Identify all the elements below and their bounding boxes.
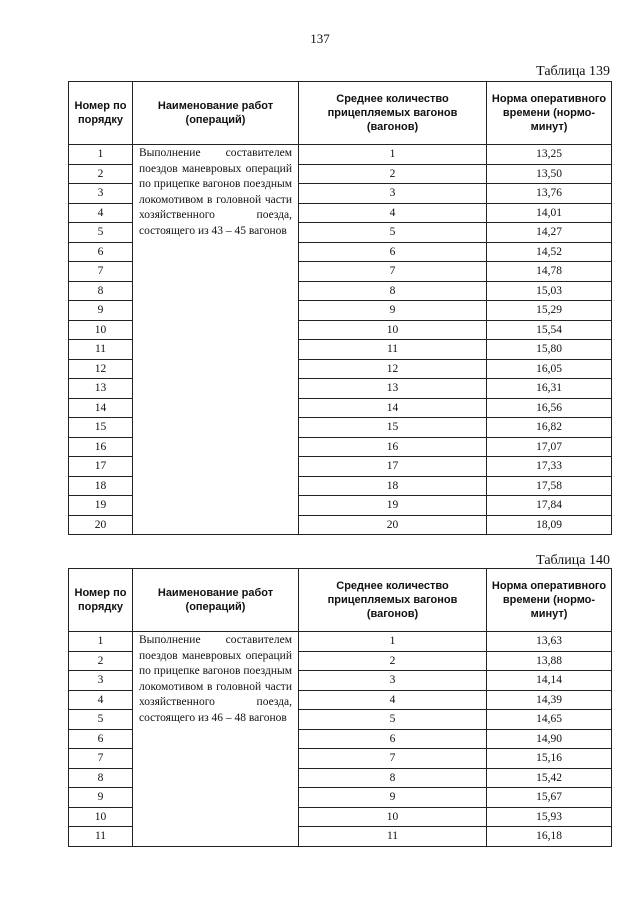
wagon-count-cell: 5 — [299, 710, 487, 730]
wagon-count-cell: 11 — [299, 827, 487, 847]
wagon-count-cell: 12 — [299, 359, 487, 379]
norm-time-cell: 16,31 — [487, 379, 612, 399]
table-row — [69, 632, 612, 652]
norm-table-139 — [68, 81, 612, 535]
norm-time-cell: 17,84 — [487, 496, 612, 516]
wagon-count-cell: 20 — [299, 515, 487, 535]
wagon-count-cell: 11 — [299, 340, 487, 360]
wagon-count-cell: 5 — [299, 223, 487, 243]
row-number-cell: 2 — [69, 164, 133, 184]
table-header-row — [69, 82, 612, 145]
row-number-cell: 1 — [69, 145, 133, 165]
table-body — [69, 145, 612, 535]
wagon-count-cell: 17 — [299, 457, 487, 477]
norm-time-cell: 16,18 — [487, 827, 612, 847]
row-number-cell: 3 — [69, 671, 133, 691]
norm-time-cell: 18,09 — [487, 515, 612, 535]
row-number-cell: 5 — [69, 223, 133, 243]
norm-time-cell: 13,88 — [487, 651, 612, 671]
wagon-count-cell: 9 — [299, 788, 487, 808]
header-norm: Норма оперативного времени (нормо-минут) — [487, 82, 612, 145]
norm-time-cell: 14,78 — [487, 262, 612, 282]
row-number-cell: 20 — [69, 515, 133, 535]
table-row — [69, 145, 612, 165]
norm-time-cell: 14,01 — [487, 203, 612, 223]
row-number-cell: 7 — [69, 749, 133, 769]
row-number-cell: 13 — [69, 379, 133, 399]
wagon-count-cell: 4 — [299, 690, 487, 710]
norm-time-cell: 13,25 — [487, 145, 612, 165]
norm-time-cell: 14,39 — [487, 690, 612, 710]
norm-time-cell: 15,67 — [487, 788, 612, 808]
table-body — [69, 632, 612, 847]
wagon-count-cell: 10 — [299, 320, 487, 340]
row-number-cell: 16 — [69, 437, 133, 457]
norm-time-cell: 15,16 — [487, 749, 612, 769]
table-header-row — [69, 569, 612, 632]
norm-time-cell: 13,50 — [487, 164, 612, 184]
norm-time-cell: 15,29 — [487, 301, 612, 321]
wagon-count-cell: 3 — [299, 184, 487, 204]
wagon-count-cell: 4 — [299, 203, 487, 223]
wagon-count-cell: 14 — [299, 398, 487, 418]
header-number: Номер по порядку — [69, 82, 133, 145]
row-number-cell: 11 — [69, 827, 133, 847]
norm-time-cell: 14,65 — [487, 710, 612, 730]
norm-time-cell: 16,82 — [487, 418, 612, 438]
work-description-cell: Выполнение составителем поездов маневровых операций по прицепке вагонов поездным локомотивом в головной части хозяйственного поезда, состоящего из 43 – 45 вагонов — [133, 145, 299, 535]
header-wagons: Среднее количество прицепляемых вагонов (вагонов) — [299, 569, 487, 632]
wagon-count-cell: 1 — [299, 632, 487, 652]
header-wagons: Среднее количество прицепляемых вагонов (вагонов) — [299, 82, 487, 145]
norm-time-cell: 15,54 — [487, 320, 612, 340]
norm-time-cell: 17,07 — [487, 437, 612, 457]
row-number-cell: 18 — [69, 476, 133, 496]
row-number-cell: 4 — [69, 203, 133, 223]
table-caption-139: Таблица 139 — [536, 64, 610, 79]
norm-time-cell: 17,58 — [487, 476, 612, 496]
row-number-cell: 3 — [69, 184, 133, 204]
wagon-count-cell: 15 — [299, 418, 487, 438]
wagon-count-cell: 1 — [299, 145, 487, 165]
page-number: 137 — [310, 31, 330, 46]
norm-time-cell: 14,27 — [487, 223, 612, 243]
norm-time-cell: 15,03 — [487, 281, 612, 301]
work-description-cell: Выполнение составителем поездов маневровых операций по прицепке вагонов поездным локомотивом в головной части хозяйственного поезда, состоящего из 46 – 48 вагонов — [133, 632, 299, 847]
row-number-cell: 6 — [69, 242, 133, 262]
header-norm: Норма оперативного времени (нормо-минут) — [487, 569, 612, 632]
norm-time-cell: 15,80 — [487, 340, 612, 360]
row-number-cell: 2 — [69, 651, 133, 671]
row-number-cell: 7 — [69, 262, 133, 282]
norm-time-cell: 16,05 — [487, 359, 612, 379]
norm-time-cell: 15,93 — [487, 807, 612, 827]
row-number-cell: 12 — [69, 359, 133, 379]
row-number-cell: 4 — [69, 690, 133, 710]
norm-time-cell: 16,56 — [487, 398, 612, 418]
row-number-cell: 17 — [69, 457, 133, 477]
wagon-count-cell: 6 — [299, 729, 487, 749]
row-number-cell: 6 — [69, 729, 133, 749]
wagon-count-cell: 8 — [299, 768, 487, 788]
row-number-cell: 1 — [69, 632, 133, 652]
header-number: Номер по порядку — [69, 569, 133, 632]
wagon-count-cell: 2 — [299, 164, 487, 184]
norm-time-cell: 15,42 — [487, 768, 612, 788]
norm-time-cell: 13,76 — [487, 184, 612, 204]
row-number-cell: 8 — [69, 768, 133, 788]
row-number-cell: 8 — [69, 281, 133, 301]
row-number-cell: 11 — [69, 340, 133, 360]
row-number-cell: 10 — [69, 807, 133, 827]
row-number-cell: 9 — [69, 301, 133, 321]
wagon-count-cell: 7 — [299, 262, 487, 282]
norm-time-cell: 14,52 — [487, 242, 612, 262]
wagon-count-cell: 19 — [299, 496, 487, 516]
wagon-count-cell: 3 — [299, 671, 487, 691]
wagon-count-cell: 18 — [299, 476, 487, 496]
wagon-count-cell: 9 — [299, 301, 487, 321]
row-number-cell: 14 — [69, 398, 133, 418]
wagon-count-cell: 7 — [299, 749, 487, 769]
row-number-cell: 19 — [69, 496, 133, 516]
wagon-count-cell: 13 — [299, 379, 487, 399]
row-number-cell: 5 — [69, 710, 133, 730]
wagon-count-cell: 16 — [299, 437, 487, 457]
norm-time-cell: 14,14 — [487, 671, 612, 691]
wagon-count-cell: 2 — [299, 651, 487, 671]
wagon-count-cell: 10 — [299, 807, 487, 827]
norm-time-cell: 13,63 — [487, 632, 612, 652]
wagon-count-cell: 8 — [299, 281, 487, 301]
row-number-cell: 9 — [69, 788, 133, 808]
table-caption-140: Таблица 140 — [536, 553, 610, 568]
header-work: Наименование работ (операций) — [133, 82, 299, 145]
row-number-cell: 15 — [69, 418, 133, 438]
wagon-count-cell: 6 — [299, 242, 487, 262]
norm-table-140 — [68, 568, 612, 847]
row-number-cell: 10 — [69, 320, 133, 340]
norm-time-cell: 14,90 — [487, 729, 612, 749]
header-work: Наименование работ (операций) — [133, 569, 299, 632]
norm-time-cell: 17,33 — [487, 457, 612, 477]
